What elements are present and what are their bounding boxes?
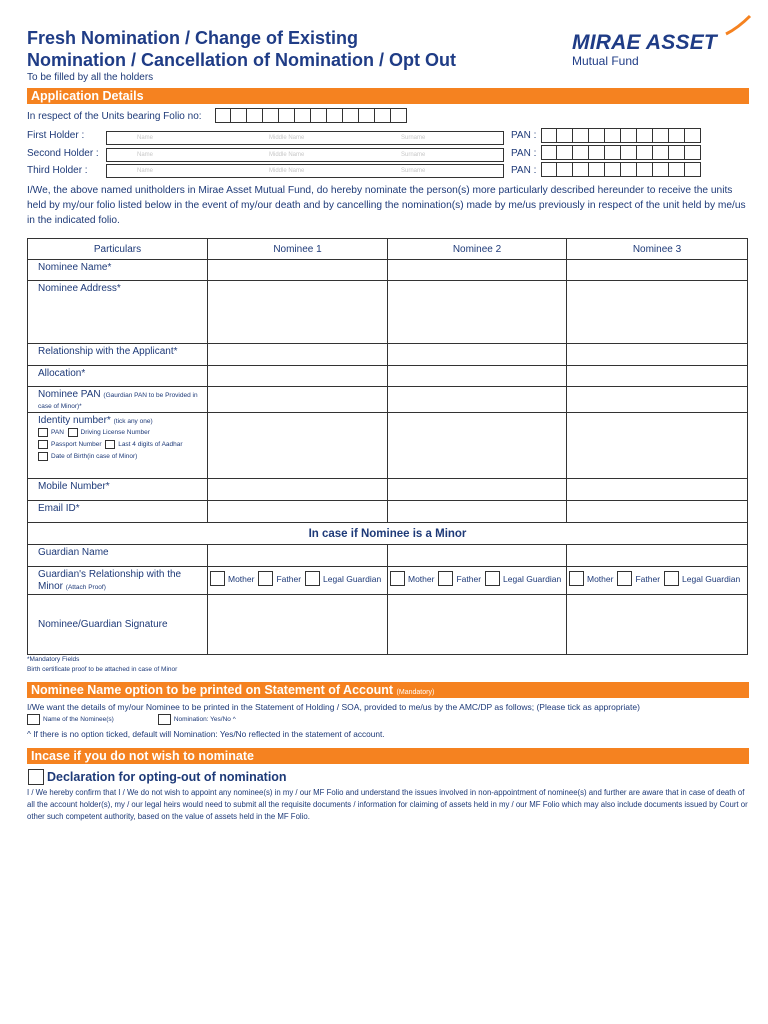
soa-name-checkbox[interactable] <box>27 714 40 725</box>
second-holder-pan-input[interactable] <box>541 145 701 160</box>
nominee-3-pan-cell[interactable] <box>567 387 748 413</box>
nominee-2-guardian-relationship-cell <box>388 567 567 595</box>
first-holder-pan-label: PAN : <box>511 130 537 141</box>
nominee-2-email-cell[interactable] <box>388 501 567 523</box>
opt-out-declaration-row <box>28 769 287 785</box>
form-subtitle: To be filled by all the holders <box>27 72 154 83</box>
nominee-1-identity-cell[interactable] <box>208 413 388 479</box>
n1-father-label: Father <box>276 573 302 584</box>
nominee-3-relationship-cell[interactable] <box>567 344 748 366</box>
nominee-3-mobile-cell[interactable] <box>567 479 748 501</box>
nominee-1-guardian-name-cell[interactable] <box>208 545 388 567</box>
soa-name-label: Name of the Nominee(s) <box>43 716 114 723</box>
form-title <box>27 27 456 71</box>
id-dob-checkbox[interactable] <box>38 452 48 461</box>
soa-yesno-checkbox[interactable] <box>158 714 171 725</box>
logo-text: MIRAE ASSET <box>572 31 717 54</box>
nominee-table <box>27 238 748 655</box>
nominee-2-pan-cell[interactable] <box>388 387 567 413</box>
nominee-1-guardian-relationship-cell <box>208 567 388 595</box>
id-aadhar-checkbox[interactable] <box>105 440 115 449</box>
n3-legal-guardian-checkbox[interactable] <box>664 571 679 586</box>
nominee-2-identity-cell[interactable] <box>388 413 567 479</box>
first-holder-label: First Holder : <box>27 130 85 141</box>
logo-swoosh-icon <box>724 14 754 36</box>
opt-out-title: Declaration for opting-out of nomination <box>47 770 287 784</box>
identity-note: (tick any one) <box>113 418 153 425</box>
first-holder-pan-input[interactable] <box>541 128 701 143</box>
header-nominee-2: Nominee 2 <box>388 239 567 260</box>
second-holder-pan-label: PAN : <box>511 148 537 159</box>
identity-label: Identity number* <box>38 415 111 426</box>
guardian-rel-note: (Attach Proof) <box>65 584 106 591</box>
nominee-2-name-cell[interactable] <box>388 260 567 281</box>
row-label-guardian-relationship <box>28 567 208 595</box>
n1-father-checkbox[interactable] <box>258 571 273 586</box>
nominee-3-guardian-relationship-cell <box>567 567 748 595</box>
header-particulars: Particulars <box>28 239 208 260</box>
third-holder-label: Third Holder : <box>27 165 88 176</box>
soa-section-title: Nominee Name option to be printed on Statement of Account <box>31 683 394 697</box>
pan-label: Nominee PAN <box>38 389 101 400</box>
guardian-rel-label: Guardian's Relationship with the Minor <box>38 569 182 592</box>
nominee-1-address-cell[interactable] <box>208 281 388 344</box>
nominee-1-relationship-cell[interactable] <box>208 344 388 366</box>
nominee-1-email-cell[interactable] <box>208 501 388 523</box>
folio-label: In respect of the Units bearing Folio no: <box>27 111 202 122</box>
row-label-name: Nominee Name* <box>28 260 208 281</box>
id-dl-checkbox[interactable] <box>68 428 78 437</box>
n3-mother-checkbox[interactable] <box>569 571 584 586</box>
nominee-1-allocation-cell[interactable] <box>208 366 388 387</box>
nomination-declaration: I/We, the above named unitholders in Mirae Asset Mutual Fund, do hereby nominate the person(s) more particularly described hereunder to receive the units held by my/our folio listed below in the event of my/our death and by cancelling the nomination(s) made by me/us previously in respect of the unit held by me/us in the indicated folio. <box>27 185 746 226</box>
n2-father-label: Father <box>456 573 482 584</box>
id-dl-label: Driving License Number <box>80 429 150 437</box>
nominee-2-address-cell[interactable] <box>388 281 567 344</box>
soa-text: I/We want the details of my/our Nominee to be printed in the Statement of Holding / SOA, provided to me/us by the AMC/DP as follows; (Please tick as appropriate) <box>27 702 640 712</box>
second-holder-name-input[interactable]: Name Middle Name Surname <box>106 148 504 162</box>
row-label-mobile: Mobile Number* <box>28 479 208 501</box>
row-label-relationship: Relationship with the Applicant* <box>28 344 208 366</box>
n3-legal-guardian-label: Legal Guardian <box>682 573 741 584</box>
folio-number-input[interactable] <box>215 108 407 123</box>
nominee-3-name-cell[interactable] <box>567 260 748 281</box>
soa-yesno-label: Nomination: Yes/No ^ <box>173 716 236 723</box>
section-application-details: Application Details <box>27 88 749 104</box>
soa-section-sub: (Mandatory) <box>396 689 435 696</box>
nominee-3-allocation-cell[interactable] <box>567 366 748 387</box>
birth-certificate-note: Birth certificate proof to be attached in case of Minor <box>27 666 178 673</box>
id-pan-label: PAN <box>51 429 64 437</box>
nominee-2-guardian-name-cell[interactable] <box>388 545 567 567</box>
third-holder-pan-input[interactable] <box>541 162 701 177</box>
n1-legal-guardian-label: Legal Guardian <box>323 573 382 584</box>
n2-father-checkbox[interactable] <box>438 571 453 586</box>
nominee-1-signature-cell[interactable] <box>208 595 388 655</box>
row-label-address: Nominee Address* <box>28 281 208 344</box>
soa-footnote: ^ If there is no option ticked, default will Nomination: Yes/No reflected in the statement of account. <box>27 729 385 739</box>
nominee-3-identity-cell[interactable] <box>567 413 748 479</box>
nominee-1-name-cell[interactable] <box>208 260 388 281</box>
n3-mother-label: Mother <box>587 573 614 584</box>
nominee-2-relationship-cell[interactable] <box>388 344 567 366</box>
nominee-2-signature-cell[interactable] <box>388 595 567 655</box>
minor-section-heading: In case if Nominee is a Minor <box>28 523 748 545</box>
n1-mother-checkbox[interactable] <box>210 571 225 586</box>
n2-legal-guardian-checkbox[interactable] <box>485 571 500 586</box>
id-passport-label: Passport Number <box>51 441 102 449</box>
n3-father-label: Father <box>635 573 661 584</box>
title-line-1: Fresh Nomination / Change of Existing <box>27 28 359 48</box>
third-holder-name-input[interactable]: Name Middle Name Surname <box>106 164 504 178</box>
id-passport-checkbox[interactable] <box>38 440 48 449</box>
third-holder-pan-label: PAN : <box>511 165 537 176</box>
soa-options <box>27 714 236 725</box>
nominee-3-signature-cell[interactable] <box>567 595 748 655</box>
pan-note: (Gaurdian PAN to be Provided in case of Minor)* <box>38 392 198 410</box>
second-holder-label: Second Holder : <box>27 148 99 159</box>
id-aadhar-label: Last 4 digits of Aadhar <box>118 441 183 449</box>
nominee-1-mobile-cell[interactable] <box>208 479 388 501</box>
nominee-2-mobile-cell[interactable] <box>388 479 567 501</box>
row-label-allocation: Allocation* <box>28 366 208 387</box>
section-soa-option <box>27 682 749 698</box>
n2-legal-guardian-label: Legal Guardian <box>503 573 562 584</box>
nominee-3-guardian-name-cell[interactable] <box>567 545 748 567</box>
mirae-asset-logo <box>572 14 752 70</box>
n2-mother-checkbox[interactable] <box>390 571 405 586</box>
nominee-3-email-cell[interactable] <box>567 501 748 523</box>
row-label-guardian-name: Guardian Name <box>28 545 208 567</box>
row-label-identity <box>28 413 208 479</box>
id-pan-checkbox[interactable] <box>38 428 48 437</box>
section-opt-out: Incase if you do not wish to nominate <box>27 748 749 764</box>
nominee-1-pan-cell[interactable] <box>208 387 388 413</box>
header-nominee-1: Nominee 1 <box>208 239 388 260</box>
row-label-pan <box>28 387 208 413</box>
row-label-email: Email ID* <box>28 501 208 523</box>
opt-out-text: I / We hereby confirm that I / We do not wish to appoint any nominee(s) in my / our MF Folio and understand the issues involved in non-appointment of nominee(s) and further are aware that in case of death of all the account holder(s), my / our legal heirs would need to submit all the requisite documents / information for claiming of assets held in my / our MF Folio which may also include documents issued by Court or other such competent authority, based on the value of assets held in the MF Folio. <box>27 788 748 821</box>
n1-mother-label: Mother <box>228 573 255 584</box>
row-label-signature: Nominee/Guardian Signature <box>28 595 208 655</box>
nominee-2-allocation-cell[interactable] <box>388 366 567 387</box>
n1-legal-guardian-checkbox[interactable] <box>305 571 320 586</box>
n2-mother-label: Mother <box>408 573 435 584</box>
id-dob-label: Date of Birth(in case of Minor) <box>51 453 138 461</box>
mandatory-note: *Mandatory Fields <box>27 656 80 663</box>
nominee-3-address-cell[interactable] <box>567 281 748 344</box>
header-nominee-3: Nominee 3 <box>567 239 748 260</box>
n3-father-checkbox[interactable] <box>617 571 632 586</box>
first-holder-name-input[interactable]: Name Middle Name Surname <box>106 131 504 145</box>
opt-out-checkbox[interactable] <box>28 769 44 785</box>
title-line-2: Nomination / Cancellation of Nomination / Opt Out <box>27 50 456 70</box>
logo-subtext: Mutual Fund <box>572 54 639 68</box>
